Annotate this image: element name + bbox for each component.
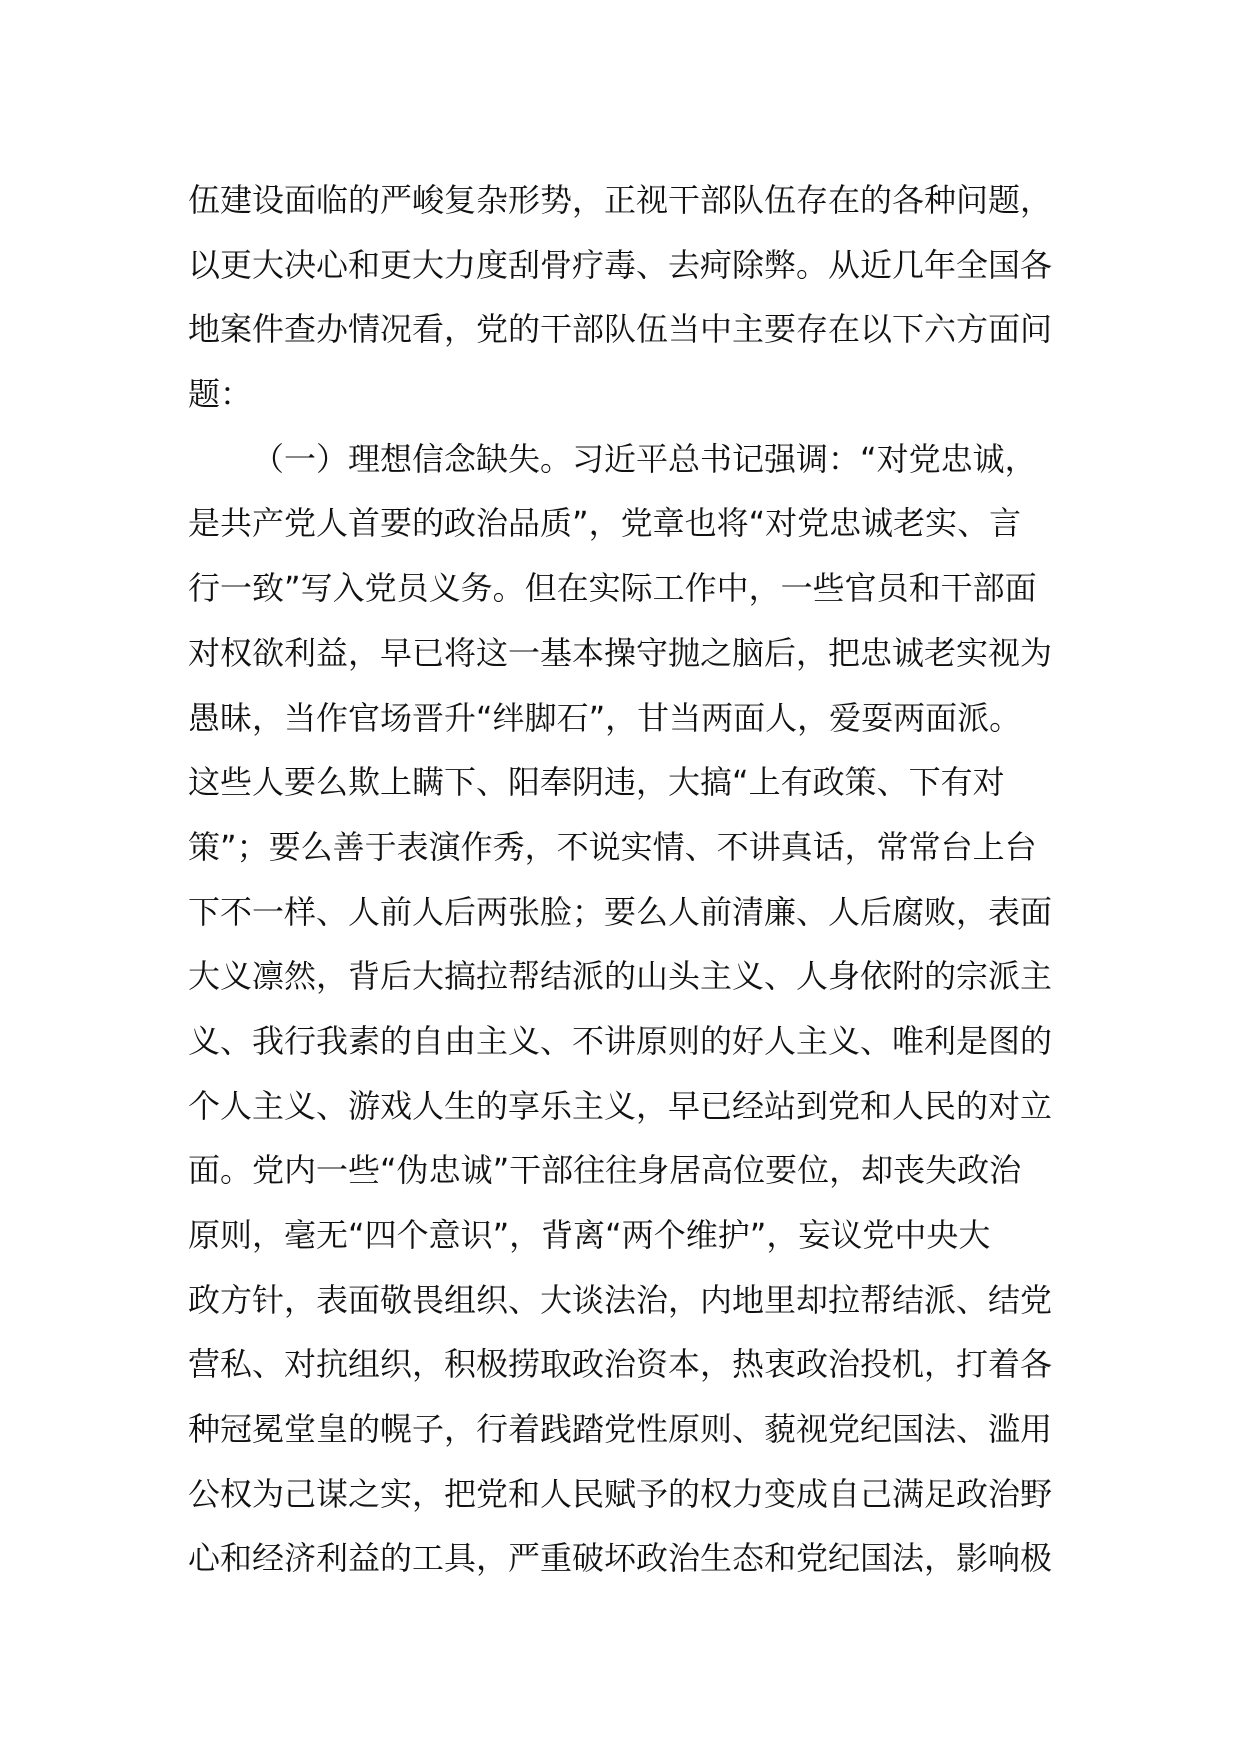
text-line: 大义凛然，背后大搞拉帮结派的山头主义、人身依附的宗派主 <box>188 957 1053 996</box>
text-line: 个人主义、游戏人生的享乐主义，早已经站到党和人民的对立 <box>188 1086 1053 1125</box>
text-line: 这些人要么欺上瞒下、阳奉阴违，大搞“上有政策、下有对 <box>188 763 1005 802</box>
text-line: 原则，毫无“四个意识”，背离“两个维护”，妄议党中央大 <box>188 1216 991 1254</box>
text-line: 种冠冕堂皇的幌子，行着践踏党性原则、藐视党纪国法、滥用 <box>188 1410 1053 1449</box>
text-line: 义、我行我素的自由主义、不讲原则的好人主义、唯利是图的 <box>188 1021 1053 1060</box>
text-line: 下不一样、人前人后两张脸；要么人前清廉、人后腐败，表面 <box>188 892 1053 931</box>
text-line: 心和经济利益的工具，严重破坏政治生态和党纪国法，影响极 <box>188 1539 1053 1578</box>
text-line: 策”；要么善于表演作秀，不说实情、不讲真话，常常台上台 <box>188 827 1037 866</box>
text-line: 营私、对抗组织，积极捞取政治资本，热衷政治投机，打着各 <box>188 1345 1053 1384</box>
text-line: 政方针，表面敬畏组织、大谈法治，内地里却拉帮结派、结党 <box>188 1280 1053 1319</box>
text-line: 以更大决心和更大力度刮骨疗毒、去疴除弊。从近几年全国各 <box>188 245 1053 284</box>
text-line: 题： <box>188 375 253 414</box>
text-line: 行一致”写入党员义务。但在实际工作中，一些官员和干部面 <box>188 569 1037 608</box>
text-line: 是共产党人首要的政治品质”，党章也将“对党忠诚老实、言 <box>188 504 1022 543</box>
text-line: 伍建设面临的严峻复杂形势，正视干部队伍存在的各种问题， <box>188 181 1053 219</box>
text-line: 面。党内一些“伪忠诚”干部往往身居高位要位，却丧失政治 <box>188 1151 1022 1190</box>
text-line: 愚昧，当作官场晋升“绊脚石”，甘当两面人，爱耍两面派。 <box>188 698 1022 737</box>
text-line: 公权为己谋之实，把党和人民赋予的权力变成自己满足政治野 <box>188 1474 1053 1513</box>
text-line: 地案件查办情况看，党的干部队伍当中主要存在以下六方面问 <box>188 310 1053 349</box>
section-heading-line: （一）理想信念缺失。习近平总书记强调：“对党忠诚， <box>252 439 1037 478</box>
text-line: 对权欲利益，早已将这一基本操守抛之脑后，把忠诚老实视为 <box>188 633 1053 672</box>
body-text <box>188 168 1060 1591</box>
